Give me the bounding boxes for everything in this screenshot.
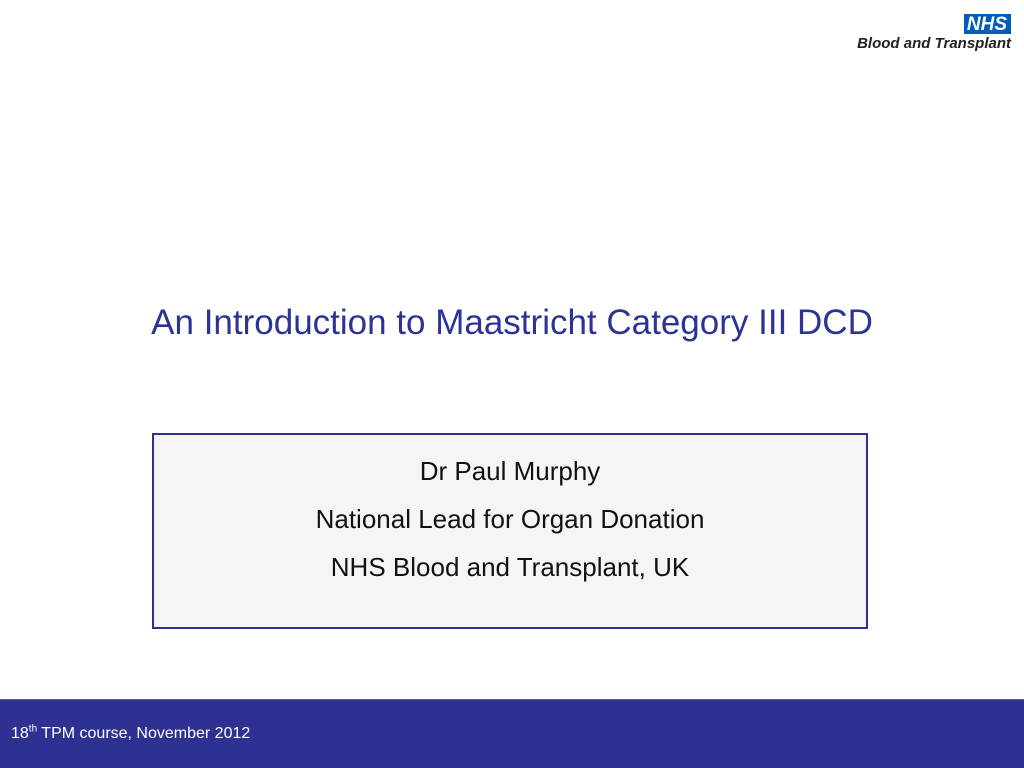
presenter-role: National Lead for Organ Donation <box>315 504 705 534</box>
presenter-organisation: NHS Blood and Transplant, UK <box>330 552 690 582</box>
footer-text <box>11 724 250 744</box>
footer-course: TPM course, November 2012 <box>37 725 251 742</box>
logo-text: Blood and Transplant <box>857 35 1011 52</box>
slide-title: An Introduction to Maastricht Category III DCD <box>151 303 873 342</box>
nhsbt-logo <box>857 14 1011 52</box>
nhs-badge: NHS <box>964 14 1011 34</box>
presenter-box <box>152 433 868 629</box>
footer-bar <box>0 699 1024 768</box>
presenter-name: Dr Paul Murphy <box>419 456 601 486</box>
footer-number: 18 <box>11 725 29 742</box>
footer-superscript: th <box>28 723 38 735</box>
